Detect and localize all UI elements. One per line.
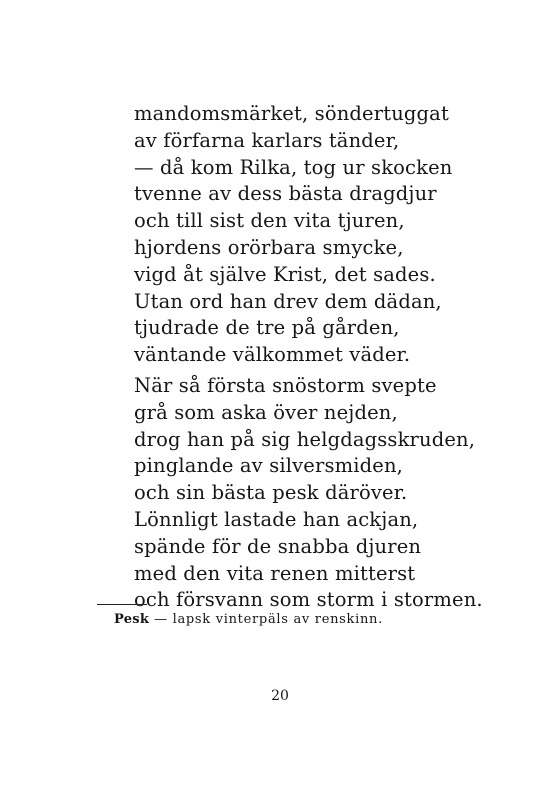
footnote-divider [97, 604, 147, 605]
poem-line: av förfarna karlars tänder, [134, 128, 400, 152]
footnote [114, 612, 383, 628]
poem-line: tjudrade de tre på gården, [134, 316, 400, 340]
poem-line: spände för de snabba djuren [134, 534, 422, 558]
poem-line: med den vita renen mitterst [134, 561, 416, 585]
poem-line: och till sist den vita tjuren, [134, 209, 405, 233]
poem-line: drog han på sig helgdagsskruden, [134, 427, 476, 451]
poem-line: hjordens orörbara smycke, [134, 235, 404, 259]
poem-stanza-1 [134, 101, 494, 369]
poem-line: — då kom Rilka, tog ur skocken [134, 155, 453, 179]
poem-stanza-2 [134, 373, 494, 614]
footnote-definition: — lapsk vinterpäls av renskinn. [149, 612, 383, 627]
poem-line: Lönnligt lastade han ackjan, [134, 507, 419, 531]
poem-line: vigd åt själve Krist, det sades. [134, 262, 436, 286]
page-number: 20 [271, 688, 289, 704]
poem-line: mandomsmärket, söndertuggat [134, 102, 449, 125]
poem-line: väntande välkommet väder. [134, 343, 411, 367]
poem-line: grå som aska över nejden, [134, 400, 398, 424]
poem-line: tvenne av dess bästa dragdjur [134, 182, 437, 206]
poem-line: och försvann som storm i stormen. [134, 588, 483, 612]
footnote-term: Pesk [114, 612, 150, 627]
poem-line: och sin bästa pesk däröver. [134, 481, 408, 505]
poem-line: Utan ord han drev dem dädan, [134, 289, 442, 313]
poem-line: pinglande av silversmiden, [134, 454, 404, 478]
poem-line: När så första snöstorm svepte [134, 374, 437, 397]
